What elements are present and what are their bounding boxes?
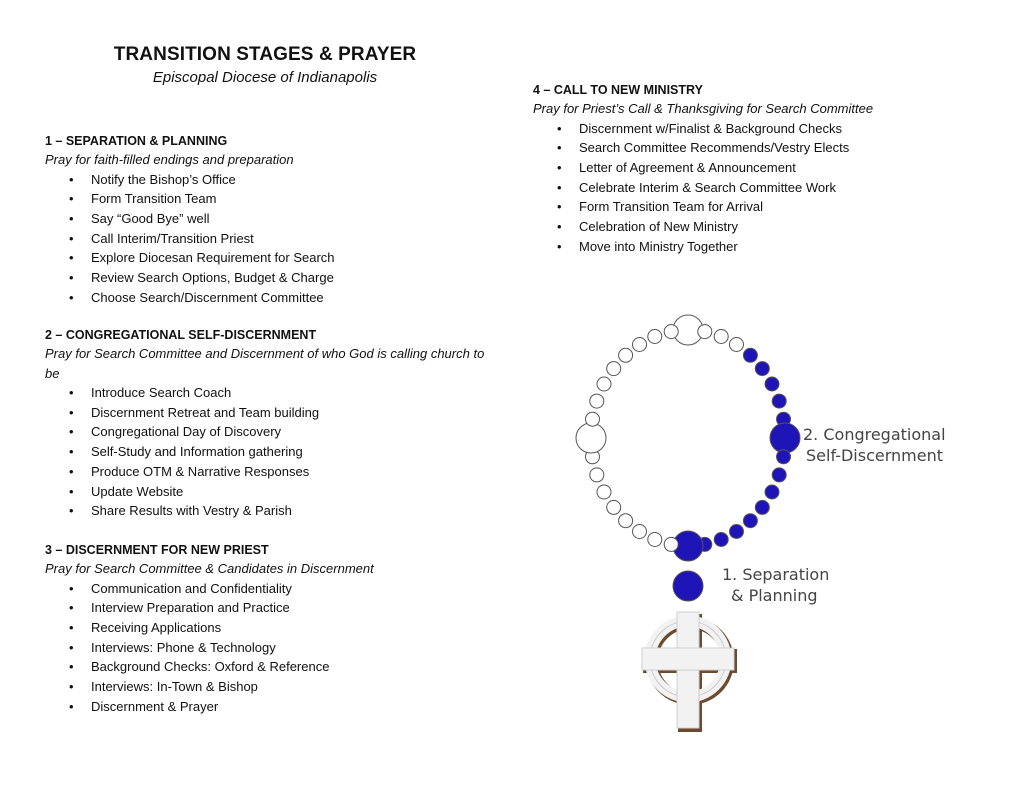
stage-2-label-line2: Self-Discernment xyxy=(806,446,943,465)
list-item: • Notify the Bishop’s Office xyxy=(69,170,485,190)
empty-bead xyxy=(664,325,678,339)
list-item: • Receiving Applications xyxy=(69,618,485,638)
empty-bead xyxy=(664,537,678,551)
empty-bead xyxy=(576,423,606,453)
empty-bead xyxy=(698,325,712,339)
stage-prayer: Pray for Search Committee & Candidates in Discernment xyxy=(45,561,374,576)
list-item: • Discernment Retreat and Team building xyxy=(69,403,485,423)
list-item: • Introduce Search Coach xyxy=(69,383,485,403)
list-item: • Update Website xyxy=(69,482,485,502)
list-item: • Share Results with Vestry & Parish xyxy=(69,501,485,521)
list-item: • Explore Diocesan Requirement for Search xyxy=(69,248,485,268)
stage-prayer: Pray for faith-filled endings and preparation xyxy=(45,152,294,167)
list-item: • Discernment w/Finalist & Background Checks xyxy=(557,119,953,139)
empty-bead xyxy=(648,533,662,547)
empty-bead xyxy=(619,348,633,362)
filled-bead xyxy=(772,468,786,482)
empty-bead xyxy=(730,338,744,352)
list-item: • Discernment & Prayer xyxy=(69,697,485,717)
list-item: • Search Committee Recommends/Vestry Elects xyxy=(557,138,953,158)
list-item: • Background Checks: Oxford & Reference xyxy=(69,657,485,677)
list-item: • Communication and Confidentiality xyxy=(69,579,485,599)
list-item: • Form Transition Team for Arrival xyxy=(557,197,953,217)
filled-bead xyxy=(777,450,791,464)
list-item: • Say “Good Bye” well xyxy=(69,209,485,229)
empty-bead xyxy=(648,330,662,344)
list-item: • Congregational Day of Discovery xyxy=(69,422,485,442)
filled-bead xyxy=(772,394,786,408)
list-item: • Choose Search/Discernment Committee xyxy=(69,288,485,308)
bead-ring xyxy=(576,315,800,561)
filled-bead xyxy=(730,525,744,539)
stage-heading: 2 – CONGREGATIONAL SELF-DISCERNMENT xyxy=(45,328,317,342)
list-item: • Review Search Options, Budget & Charge xyxy=(69,268,485,288)
filled-bead xyxy=(770,423,800,453)
empty-bead xyxy=(590,468,604,482)
empty-bead xyxy=(607,362,621,376)
empty-bead xyxy=(590,394,604,408)
empty-bead xyxy=(607,500,621,514)
filled-bead xyxy=(743,348,757,362)
empty-bead xyxy=(586,412,600,426)
document-title: TRANSITION STAGES & PRAYER xyxy=(113,44,417,65)
stage-prayer: Pray for Priest’s Call & Thanksgiving for Search Committee xyxy=(533,101,874,116)
stage-2-label: 2. Congregational xyxy=(803,425,946,444)
empty-bead xyxy=(619,514,633,528)
filled-bead xyxy=(765,377,779,391)
list-item: • Self-Study and Information gathering xyxy=(69,442,485,462)
empty-bead xyxy=(597,377,611,391)
list-item: • Form Transition Team xyxy=(69,189,485,209)
filled-bead xyxy=(714,533,728,547)
list-item: • Produce OTM & Narrative Responses xyxy=(69,462,485,482)
empty-bead xyxy=(714,330,728,344)
list-item: • Interviews: In-Town & Bishop xyxy=(69,677,485,697)
list-item: • Interview Preparation and Practice xyxy=(69,598,485,618)
empty-bead xyxy=(633,525,647,539)
stage-1-label-line2: & Planning xyxy=(731,586,818,605)
stage-heading: 1 – SEPARATION & PLANNING xyxy=(45,134,228,148)
stage-heading: 4 – CALL TO NEW MINISTRY xyxy=(533,83,703,97)
filled-bead xyxy=(765,485,779,499)
filled-bead xyxy=(743,514,757,528)
list-item: • Celebration of New Ministry xyxy=(557,217,953,237)
list-item: • Move into Ministry Together xyxy=(557,237,953,257)
empty-bead xyxy=(633,338,647,352)
empty-bead xyxy=(597,485,611,499)
list-item: • Celebrate Interim & Search Committee Work xyxy=(557,178,953,198)
filled-bead xyxy=(673,571,703,601)
stage-prayer: Pray for Search Committee and Discernment of who God is calling church to be xyxy=(45,346,485,381)
stage-1-label: 1. Separation xyxy=(722,565,830,584)
document-subtitle: Episcopal Diocese of Indianapolis xyxy=(152,69,378,86)
list-item: • Letter of Agreement & Announcement xyxy=(557,158,953,178)
list-item: • Call Interim/Transition Priest xyxy=(69,229,485,249)
stage-heading: 3 – DISCERNMENT FOR NEW PRIEST xyxy=(45,543,269,557)
filled-bead xyxy=(755,500,769,514)
filled-bead xyxy=(755,362,769,376)
list-item: • Interviews: Phone & Technology xyxy=(69,638,485,658)
bead-stem xyxy=(673,571,703,601)
